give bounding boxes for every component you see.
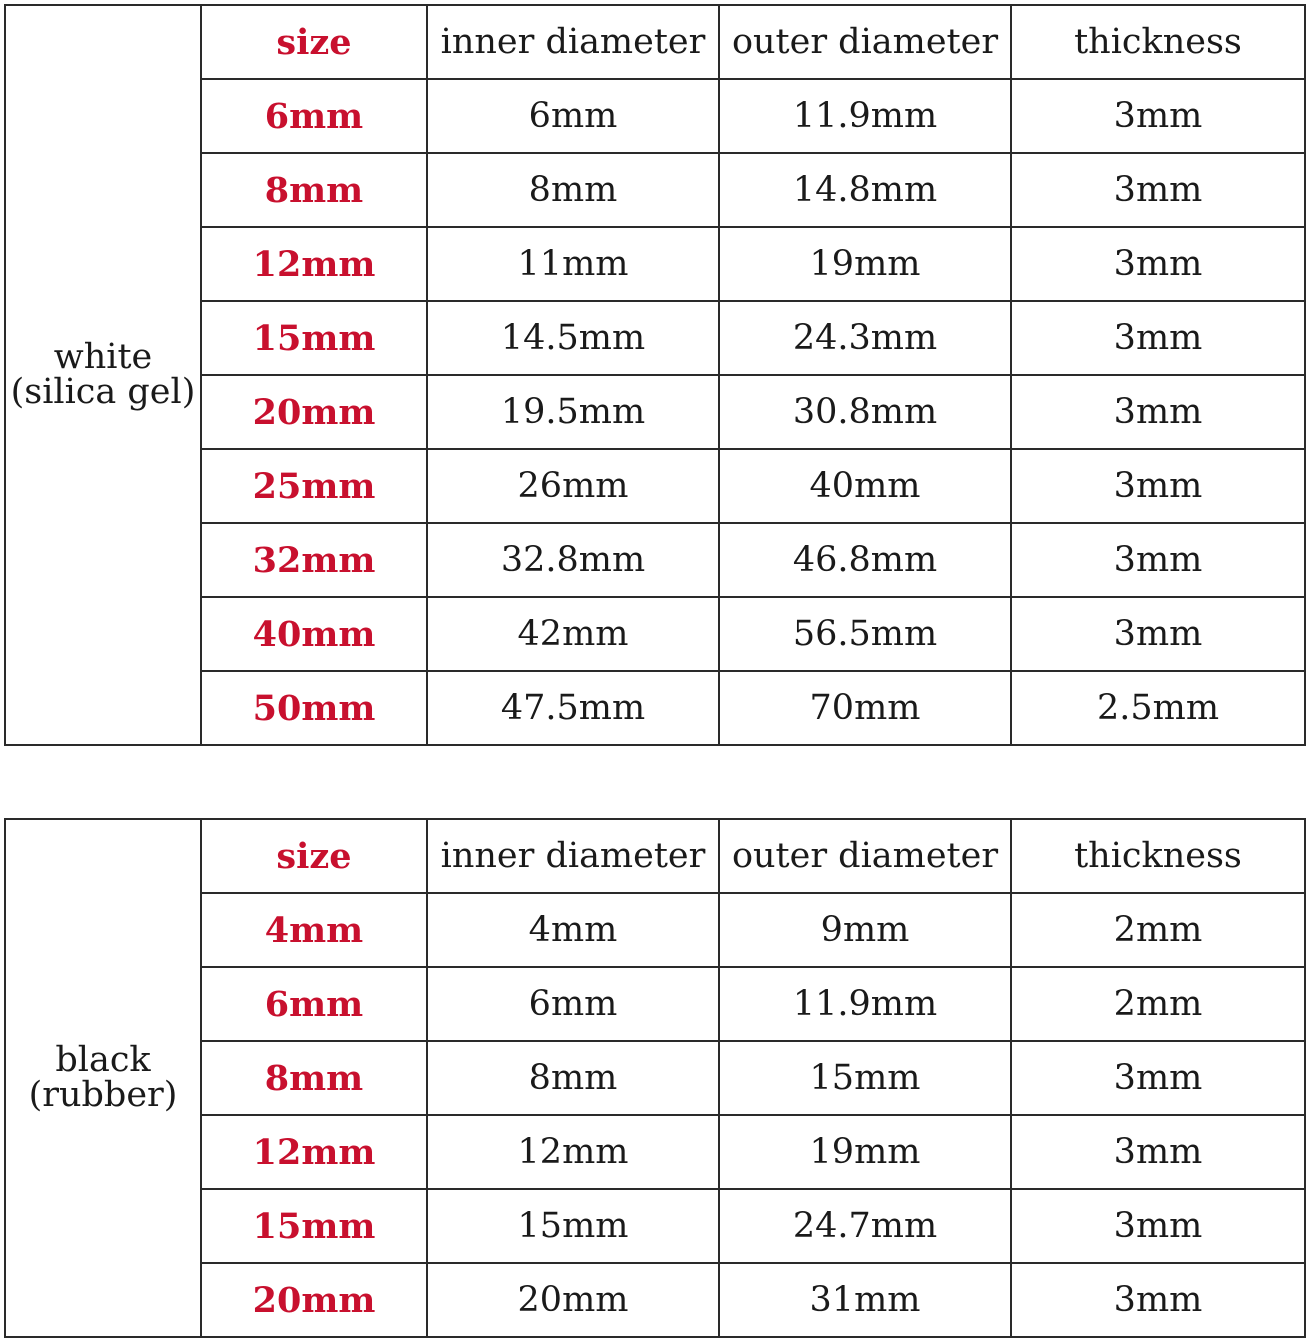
outer-diameter-cell: 24.3mm [719, 301, 1011, 375]
size-cell: 15mm [201, 301, 427, 375]
size-cell: 8mm [201, 153, 427, 227]
material-type: (rubber) [28, 1075, 178, 1115]
header-outer-diameter: outer diameter [719, 819, 1011, 893]
size-cell: 20mm [201, 375, 427, 449]
thickness-cell: 3mm [1011, 597, 1305, 671]
size-cell: 25mm [201, 449, 427, 523]
outer-diameter-cell: 15mm [719, 1041, 1011, 1115]
size-cell: 50mm [201, 671, 427, 745]
size-cell: 40mm [201, 597, 427, 671]
outer-diameter-cell: 31mm [719, 1263, 1011, 1337]
thickness-cell: 3mm [1011, 153, 1305, 227]
inner-diameter-cell: 32.8mm [427, 523, 719, 597]
size-cell: 12mm [201, 1115, 427, 1189]
outer-diameter-cell: 24.7mm [719, 1189, 1011, 1263]
inner-diameter-cell: 15mm [427, 1189, 719, 1263]
thickness-cell: 3mm [1011, 301, 1305, 375]
header-thickness: thickness [1011, 5, 1305, 79]
inner-diameter-cell: 19.5mm [427, 375, 719, 449]
header-row [5, 819, 1305, 893]
inner-diameter-cell: 14.5mm [427, 301, 719, 375]
outer-diameter-cell: 46.8mm [719, 523, 1011, 597]
thickness-cell: 3mm [1011, 1115, 1305, 1189]
outer-diameter-cell: 14.8mm [719, 153, 1011, 227]
thickness-cell: 3mm [1011, 227, 1305, 301]
size-cell: 15mm [201, 1189, 427, 1263]
thickness-cell: 3mm [1011, 1041, 1305, 1115]
header-row [5, 5, 1305, 79]
outer-diameter-cell: 40mm [719, 449, 1011, 523]
thickness-cell: 2mm [1011, 967, 1305, 1041]
size-cell: 20mm [201, 1263, 427, 1337]
size-cell: 8mm [201, 1041, 427, 1115]
material-label-black [5, 819, 201, 1337]
outer-diameter-cell: 11.9mm [719, 967, 1011, 1041]
header-outer-diameter: outer diameter [719, 5, 1011, 79]
inner-diameter-cell: 26mm [427, 449, 719, 523]
inner-diameter-cell: 47.5mm [427, 671, 719, 745]
inner-diameter-cell: 42mm [427, 597, 719, 671]
material-label-white [5, 5, 201, 745]
thickness-cell: 3mm [1011, 375, 1305, 449]
material-name: white [53, 337, 153, 377]
inner-diameter-cell: 4mm [427, 893, 719, 967]
size-cell: 12mm [201, 227, 427, 301]
outer-diameter-cell: 19mm [719, 227, 1011, 301]
size-cell: 6mm [201, 967, 427, 1041]
spec-table-black [4, 818, 1306, 1338]
thickness-cell: 2.5mm [1011, 671, 1305, 745]
outer-diameter-cell: 56.5mm [719, 597, 1011, 671]
inner-diameter-cell: 11mm [427, 227, 719, 301]
size-cell: 32mm [201, 523, 427, 597]
size-cell: 6mm [201, 79, 427, 153]
material-name: black [55, 1040, 151, 1080]
thickness-cell: 3mm [1011, 79, 1305, 153]
inner-diameter-cell: 6mm [427, 967, 719, 1041]
outer-diameter-cell: 70mm [719, 671, 1011, 745]
spec-table-white [4, 4, 1306, 746]
material-type: (silica gel) [10, 372, 196, 412]
outer-diameter-cell: 19mm [719, 1115, 1011, 1189]
header-inner-diameter: inner diameter [427, 5, 719, 79]
outer-diameter-cell: 9mm [719, 893, 1011, 967]
thickness-cell: 2mm [1011, 893, 1305, 967]
inner-diameter-cell: 20mm [427, 1263, 719, 1337]
thickness-cell: 3mm [1011, 523, 1305, 597]
thickness-cell: 3mm [1011, 1263, 1305, 1337]
inner-diameter-cell: 6mm [427, 79, 719, 153]
thickness-cell: 3mm [1011, 449, 1305, 523]
inner-diameter-cell: 8mm [427, 153, 719, 227]
thickness-cell: 3mm [1011, 1189, 1305, 1263]
inner-diameter-cell: 8mm [427, 1041, 719, 1115]
outer-diameter-cell: 11.9mm [719, 79, 1011, 153]
inner-diameter-cell: 12mm [427, 1115, 719, 1189]
header-inner-diameter: inner diameter [427, 819, 719, 893]
size-cell: 4mm [201, 893, 427, 967]
header-thickness: thickness [1011, 819, 1305, 893]
header-size: size [201, 819, 427, 893]
header-size: size [201, 5, 427, 79]
outer-diameter-cell: 30.8mm [719, 375, 1011, 449]
